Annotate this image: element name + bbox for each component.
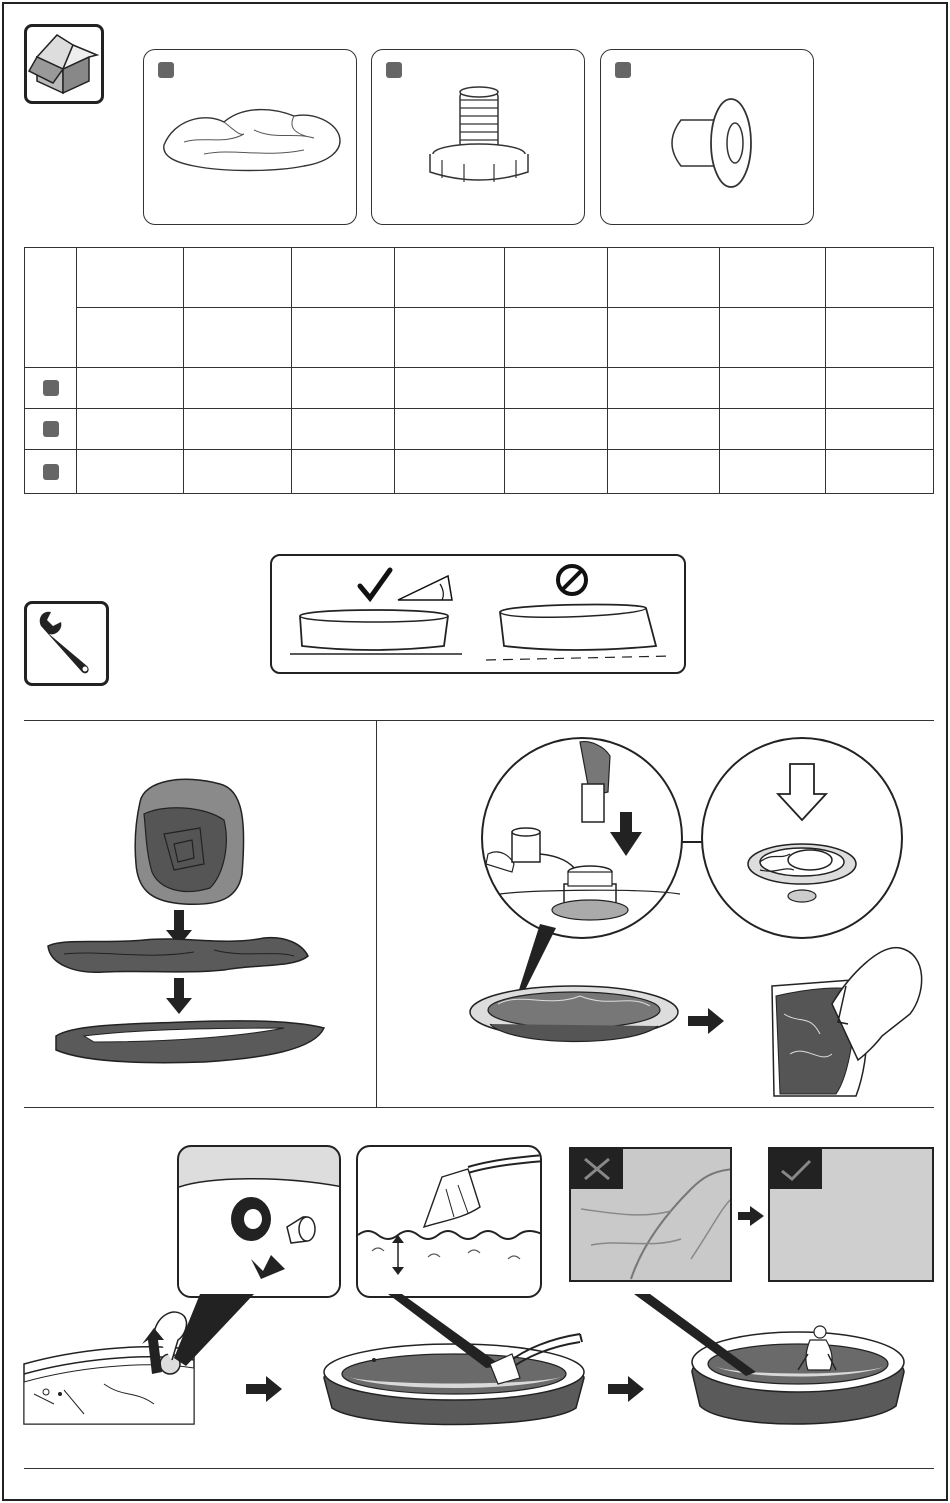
table-header-cell xyxy=(608,248,720,308)
table-header-cell xyxy=(395,308,505,368)
section-divider xyxy=(24,720,934,721)
drain-valve-closeup-illustration xyxy=(380,724,940,1104)
footer-divider xyxy=(24,1468,934,1469)
pool-liner-icon xyxy=(144,50,358,226)
table-header-cell xyxy=(77,308,184,368)
table-header-cell xyxy=(608,308,720,368)
table-row xyxy=(25,409,934,450)
assembly-section-icon xyxy=(24,601,109,686)
table-header-cell xyxy=(292,248,395,308)
unpack-section-icon xyxy=(24,24,104,104)
water-level-illustration xyxy=(358,1147,542,1298)
drain-valve-icon xyxy=(372,50,586,226)
smooth-floor-illustration xyxy=(770,1149,934,1282)
slope-indicator-icon xyxy=(398,576,452,600)
table-corner-cell xyxy=(25,248,77,368)
section-divider xyxy=(24,1107,934,1108)
row-marker-1 xyxy=(43,380,59,396)
table-header-cell xyxy=(184,248,292,308)
row-marker-cell xyxy=(25,450,77,494)
table-header-cell xyxy=(720,248,826,308)
wrinkled-floor-illustration xyxy=(571,1149,732,1282)
insert-plug-illustration xyxy=(179,1147,341,1298)
table-header-cell xyxy=(184,308,292,368)
spec-table xyxy=(24,247,934,494)
table-header-cell xyxy=(77,248,184,308)
table-header-cell xyxy=(826,248,934,308)
table-row xyxy=(25,450,934,494)
row-marker-cell xyxy=(25,409,77,450)
row-marker-cell xyxy=(25,368,77,409)
table-header-cell xyxy=(395,248,505,308)
arrow-right-icon xyxy=(738,1206,764,1226)
table-header-cell xyxy=(505,308,608,368)
plug-closeup-panel xyxy=(177,1145,341,1298)
drain-plug-icon xyxy=(601,50,815,226)
table-header-cell xyxy=(292,308,395,368)
unroll-liner-illustration xyxy=(24,724,374,1104)
row-marker-2 xyxy=(43,421,59,437)
wrinkled-floor-panel xyxy=(569,1147,732,1282)
table-header-cell xyxy=(720,308,826,368)
prohibited-icon xyxy=(558,566,586,594)
fill-pool-illustration xyxy=(24,1294,934,1454)
table-header-cell xyxy=(505,248,608,308)
level-ground-panel xyxy=(270,554,686,674)
part-card-2 xyxy=(371,49,585,225)
water-level-closeup-panel xyxy=(356,1145,542,1298)
smooth-floor-panel xyxy=(768,1147,934,1282)
part-card-3 xyxy=(600,49,814,225)
section-divider-vertical xyxy=(376,720,377,1108)
table-header-cell xyxy=(826,308,934,368)
wrench-icon xyxy=(27,604,106,683)
part-card-1 xyxy=(143,49,357,225)
check-icon xyxy=(360,570,390,598)
table-row xyxy=(25,368,934,409)
open-box-icon xyxy=(27,27,101,101)
instruction-page xyxy=(2,2,948,1501)
level-ground-illustration xyxy=(272,556,688,676)
row-marker-3 xyxy=(43,464,59,480)
